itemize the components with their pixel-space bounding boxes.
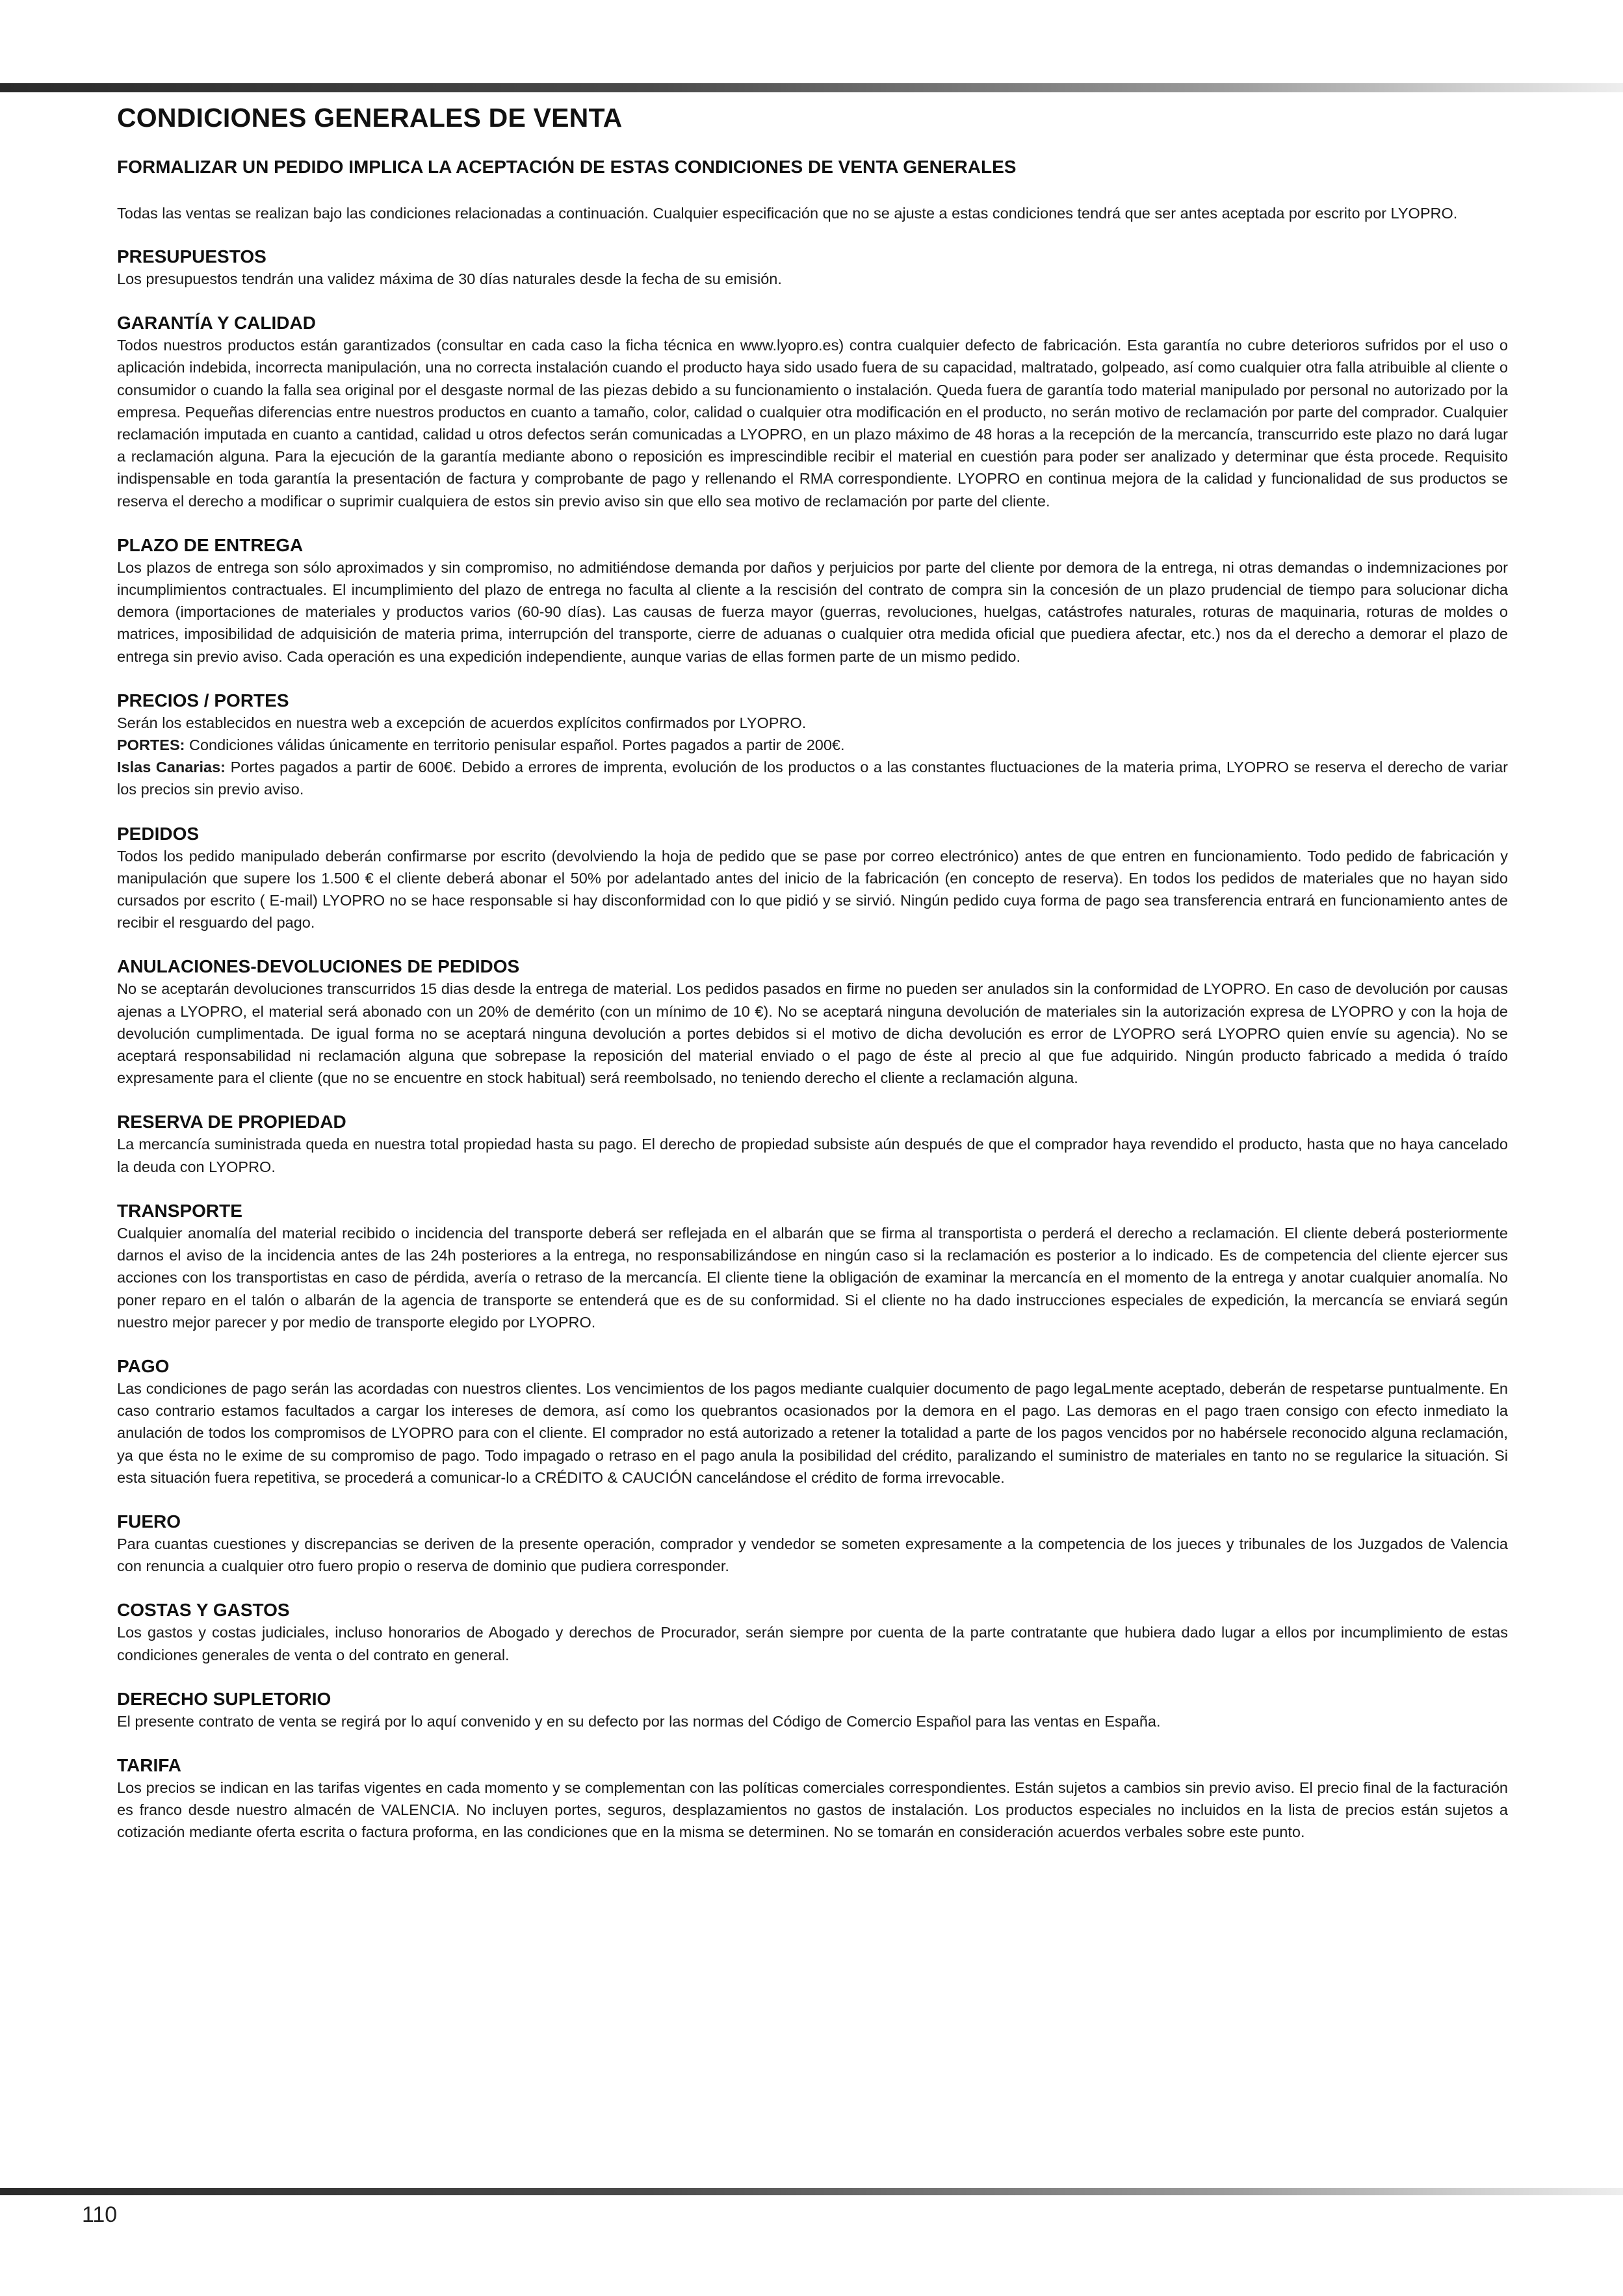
section-heading: FUERO: [117, 1511, 181, 1532]
section-heading: PLAZO DE ENTREGA: [117, 534, 304, 555]
section-pago: [117, 1356, 1508, 1489]
section-heading: TARIFA: [117, 1755, 182, 1775]
section-plazo-entrega: [117, 535, 1508, 668]
section-text: No se aceptarán devoluciones transcurridos 15 dias desde la entrega de material. Los pedidos pasados en firme no pueden ser anulados sin la conformidad de LYOPRO. En caso de devolución por causas ajenas a LYOPRO, el material será abonado con un 20% de demérito (con un mínimo de 10 €). No se aceptará ninguna devolución de materiales sin la autorización expresa de LYOPRO y con la hoja de devolución cumplimentada. De igual forma no se aceptará ninguna devolución a portes debidos si el motivo de dicha devolución es error de LYOPRO será LYOPRO quien envíe su agencia). No se aceptará responsabilidad ni reclamación alguna que sobrepase la reposición del material enviado o el pago de éste al precio al que fue adquirido. Ningún producto fabricado a medida ó traído expresamente para el cliente (que no se encuentre en stock habitual) será reembolsado, no teniendo derecho el cliente a reclamación alguna.: [117, 980, 1508, 1087]
section-text: El presente contrato de venta se regirá por lo aquí convenido y en su defecto por las normas del Código de Comercio Español para las ventas en España.: [117, 1712, 1161, 1730]
section-text: Los precios se indican en las tarifas vigentes en cada momento y se complementan con las políticas comerciales correspondientes. Están sujetos a cambios sin previo aviso. El precio final de la facturación es franco desde nuestro almacén de VALENCIA. No incluyen portes, seguros, desplazamientos no gastos de instalación. Los productos especiales no incluidos en la lista de precios están sujetos a cotización mediante oferta escrita o factura proforma, en las condiciones que en la misma se determinen. No se tomarán en consideración acuerdos verbales sobre este punto.: [117, 1779, 1508, 1841]
section-reserva-propiedad: [117, 1112, 1508, 1177]
section-heading: TRANSPORTE: [117, 1200, 242, 1221]
section-text: Todos los pedido manipulado deberán confirmarse por escrito (devolviendo la hoja de pedido que se pase por correo electrónico) antes de que entren en funcionamiento. Todo pedido de fabricación y manipulación que supere los 1.500 € el cliente deberá abonar el 50% por adelantado antes del inicio de la fabricación (en concepto de reserva). En todos los pedidos de materiales que no hayan sido cursados por escrito ( E-mail) LYOPRO no se hace responsable si hay disconformidad con lo que pidió y se sirvió. Ningún pedido cuya forma de pago sea transferencia entrará en funcionamiento antes de recibir el resguardo del pago.: [117, 847, 1508, 932]
canarias-text: Portes pagados a partir de 600€. Debido a errores de imprenta, evolución de los productos o a las constantes fluctuaciones de la materia prima, LYOPRO se reserva el derecho de variar los precios sin previo aviso.: [117, 759, 1509, 798]
top-decorative-bar: [0, 83, 1623, 92]
section-heading: PRESUPUESTOS: [117, 246, 266, 267]
section-costas-gastos: [117, 1600, 1508, 1665]
section-text: Todos nuestros productos están garantizados (consultar en cada caso la ficha técnica en www.lyopro.es) contra cualquier defecto de fabricación. Esta garantía no cubre deterioros sufridos por el uso o aplicación indebida, incorrecta manipulación, una no correcta instalación cuando el producto haya sido usado fuera de su capacidad, maltratado, golpeado, así como cualquier otra falla atribuible al cliente o consumidor o cuando la falla sea original por el desgaste normal de las piezas debido a su funcionamiento o instalación. Queda fuera de garantía todo material manipulado por personal no autorizado por la empresa. Pequeñas diferencias entre nuestros productos en cuanto a tamaño, color, calidad o cualquier otra modificación en el producto, no serán motivo de reclamación por parte del comprador. Cualquier reclamación imputada en cuanto a cantidad, calidad u otros defectos serán comunicadas a LYOPRO, en un plazo máximo de 48 horas a la recepción de la mercancía, transcurrido este plazo no dará lugar a reclamación alguna. Para la ejecución de la garantía mediante abono o reposición es imprescindible recibir el material en cuestión para poder ser analizado y determinar que ésta procede. Requisito indispensable en toda garantía la presentación de factura y comprobante de pago y rellenando el RMA correspondiente. LYOPRO en continua mejora de la calidad y funcionalidad de sus productos se reserva el derecho a modificar o suprimir cualquiera de estos sin previo aviso sin que ello sea motivo de reclamación por parte del cliente.: [117, 337, 1508, 510]
section-heading: PRECIOS / PORTES: [117, 690, 289, 711]
section-tarifa: [117, 1755, 1508, 1844]
canarias-label: Islas Canarias:: [117, 759, 226, 776]
section-text: Los plazos de entrega son sólo aproximados y sin compromiso, no admitiéndose demanda por daños y perjuicios por parte del cliente por demora de la entrega, ni otras demandas o indemnizaciones por incumplimientos contractuales. El incumplimiento del plazo de entrega no faculta al cliente a la rescisión del contrato de compra sin la concesión de un plazo prudencial de tiempo para solucionar dicha demora (importaciones de materiales y productos varios (60-90 días). Las causas de fuerza mayor (guerras, revoluciones, huelgas, catástrofes naturales, roturas de maquinaria, roturas de moldes o matrices, imposibilidad de adquisición de materia prima, interrupción del transporte, cierre de aduanas o cualquier otra medida oficial que puediera afectar, etc.) nos da el derecho a demorar el plazo de entrega sin previo aviso. Cada operación es una expedición independiente, aunque varias de ellas formen parte de un mismo pedido.: [117, 558, 1508, 665]
intro-paragraph: Todas las ventas se realizan bajo las condiciones relacionadas a continuación. Cualquier especificación que no se ajuste a estas condiciones tendrá que ser antes aceptada por escrito por LYOPRO.: [117, 205, 1458, 222]
page-subtitle: FORMALIZAR UN PEDIDO IMPLICA LA ACEPTACIÓN DE ESTAS CONDICIONES DE VENTA GENERALES: [117, 157, 1017, 177]
page-title: CONDICIONES GENERALES DE VENTA: [117, 103, 623, 133]
section-heading: PAGO: [117, 1355, 170, 1376]
section-transporte: [117, 1201, 1508, 1333]
section-text: Los gastos y costas judiciales, incluso honorarios de Abogado y derechos de Procurador, serán siempre por cuenta de la parte contratante que hubiera dado lugar a ellos por incumplimiento de estas condiciones generales de venta o del contrato en general.: [117, 1624, 1508, 1663]
section-garantia: [117, 313, 1508, 512]
precios-text: Serán los establecidos en nuestra web a excepción de acuerdos explícitos confirmados por LYOPRO.: [117, 714, 807, 731]
section-presupuestos: [117, 246, 1508, 290]
section-heading: PEDIDOS: [117, 823, 200, 844]
section-anulaciones: [117, 956, 1508, 1089]
section-heading: RESERVA DE PROPIEDAD: [117, 1112, 346, 1132]
section-text: La mercancía suministrada queda en nuestra total propiedad hasta su pago. El derecho de propiedad subsiste aún después de que el comprador haya revendido el producto, hasta que no haya cancelado la deuda con LYOPRO.: [117, 1136, 1508, 1175]
portes-label: PORTES:: [117, 737, 185, 754]
section-fuero: [117, 1511, 1508, 1577]
section-text: [117, 712, 1508, 801]
section-derecho-supletorio: [117, 1689, 1508, 1732]
section-pedidos: [117, 824, 1508, 934]
section-text: Para cuantas cuestiones y discrepancias se deriven de la presente operación, comprador y vendedor se someten expresamente a la competencia de los jueces y tribunales de los Juzgados de Valencia con renuncia a cualquier otro fuero propio o reserva de dominio que pudiera corresponder.: [117, 1535, 1508, 1575]
section-heading: ANULACIONES-DEVOLUCIONES DE PEDIDOS: [117, 956, 520, 977]
document-body: [117, 103, 1508, 1866]
section-text: Los presupuestos tendrán una validez máxima de 30 días naturales desde la fecha de su emisión.: [117, 270, 782, 287]
bottom-decorative-bar: [0, 2188, 1623, 2195]
page-number: 110: [82, 2202, 118, 2227]
portes-text: Condiciones válidas únicamente en territorio penisular español. Portes pagados a partir de 200€.: [185, 737, 845, 754]
section-heading: COSTAS Y GASTOS: [117, 1600, 290, 1621]
section-heading: DERECHO SUPLETORIO: [117, 1688, 331, 1709]
section-precios-portes: [117, 690, 1508, 801]
section-text: Las condiciones de pago serán las acordadas con nuestros clientes. Los vencimientos de los pagos mediante cualquier documento de pago legaLmente aceptado, deberán de respetarse puntualmente. En caso contrario estamos facultados a cargar los intereses de demora, así como los quebrantos ocasionados por la demora en el pago. Las demoras en el pago traen consigo con efecto inmediato la anulación de todos los compromisos de LYOPRO para con el cliente. El comprador no está autorizado a retener la totalidad a parte de los pagos vencidos por no habérsele reconocido alguna reclamación, ya que ésta no le exime de su compromiso de pago. Todo impagado o retraso en el pago anula la posibilidad del crédito, paralizando el suministro de materiales en tanto no se regularice la situación. Si esta situación fuera repetitiva, se procederá a comunicar-lo a CRÉDITO & CAUCIÓN cancelándose el crédito de forma irrevocable.: [117, 1379, 1508, 1486]
section-text: Cualquier anomalía del material recibido o incidencia del transporte deberá ser reflejada en el albarán que se firma al transportista o perderá el derecho a reclamación. El cliente deberá posteriormente darnos el aviso de la incidencia antes de las 24h posteriores a la entrega, no responsabilizándose en ningún caso si la reclamación es posterior a lo indicado. Es de competencia del cliente ejercer sus acciones con los transportistas en caso de pérdida, avería o retraso de la mercancía. El cliente tiene la obligación de examinar la mercancía en el momento de la entrega y anotar cualquier anomalía. No poner reparo en el talón o albarán de la agencia de transporte se entenderá que es de su conformidad. Si el cliente no ha dado instrucciones especiales de expedición, la mercancía se enviará según nuestro mejor parecer y por medio de transporte elegido por LYOPRO.: [117, 1224, 1508, 1331]
section-heading: GARANTÍA Y CALIDAD: [117, 313, 316, 333]
